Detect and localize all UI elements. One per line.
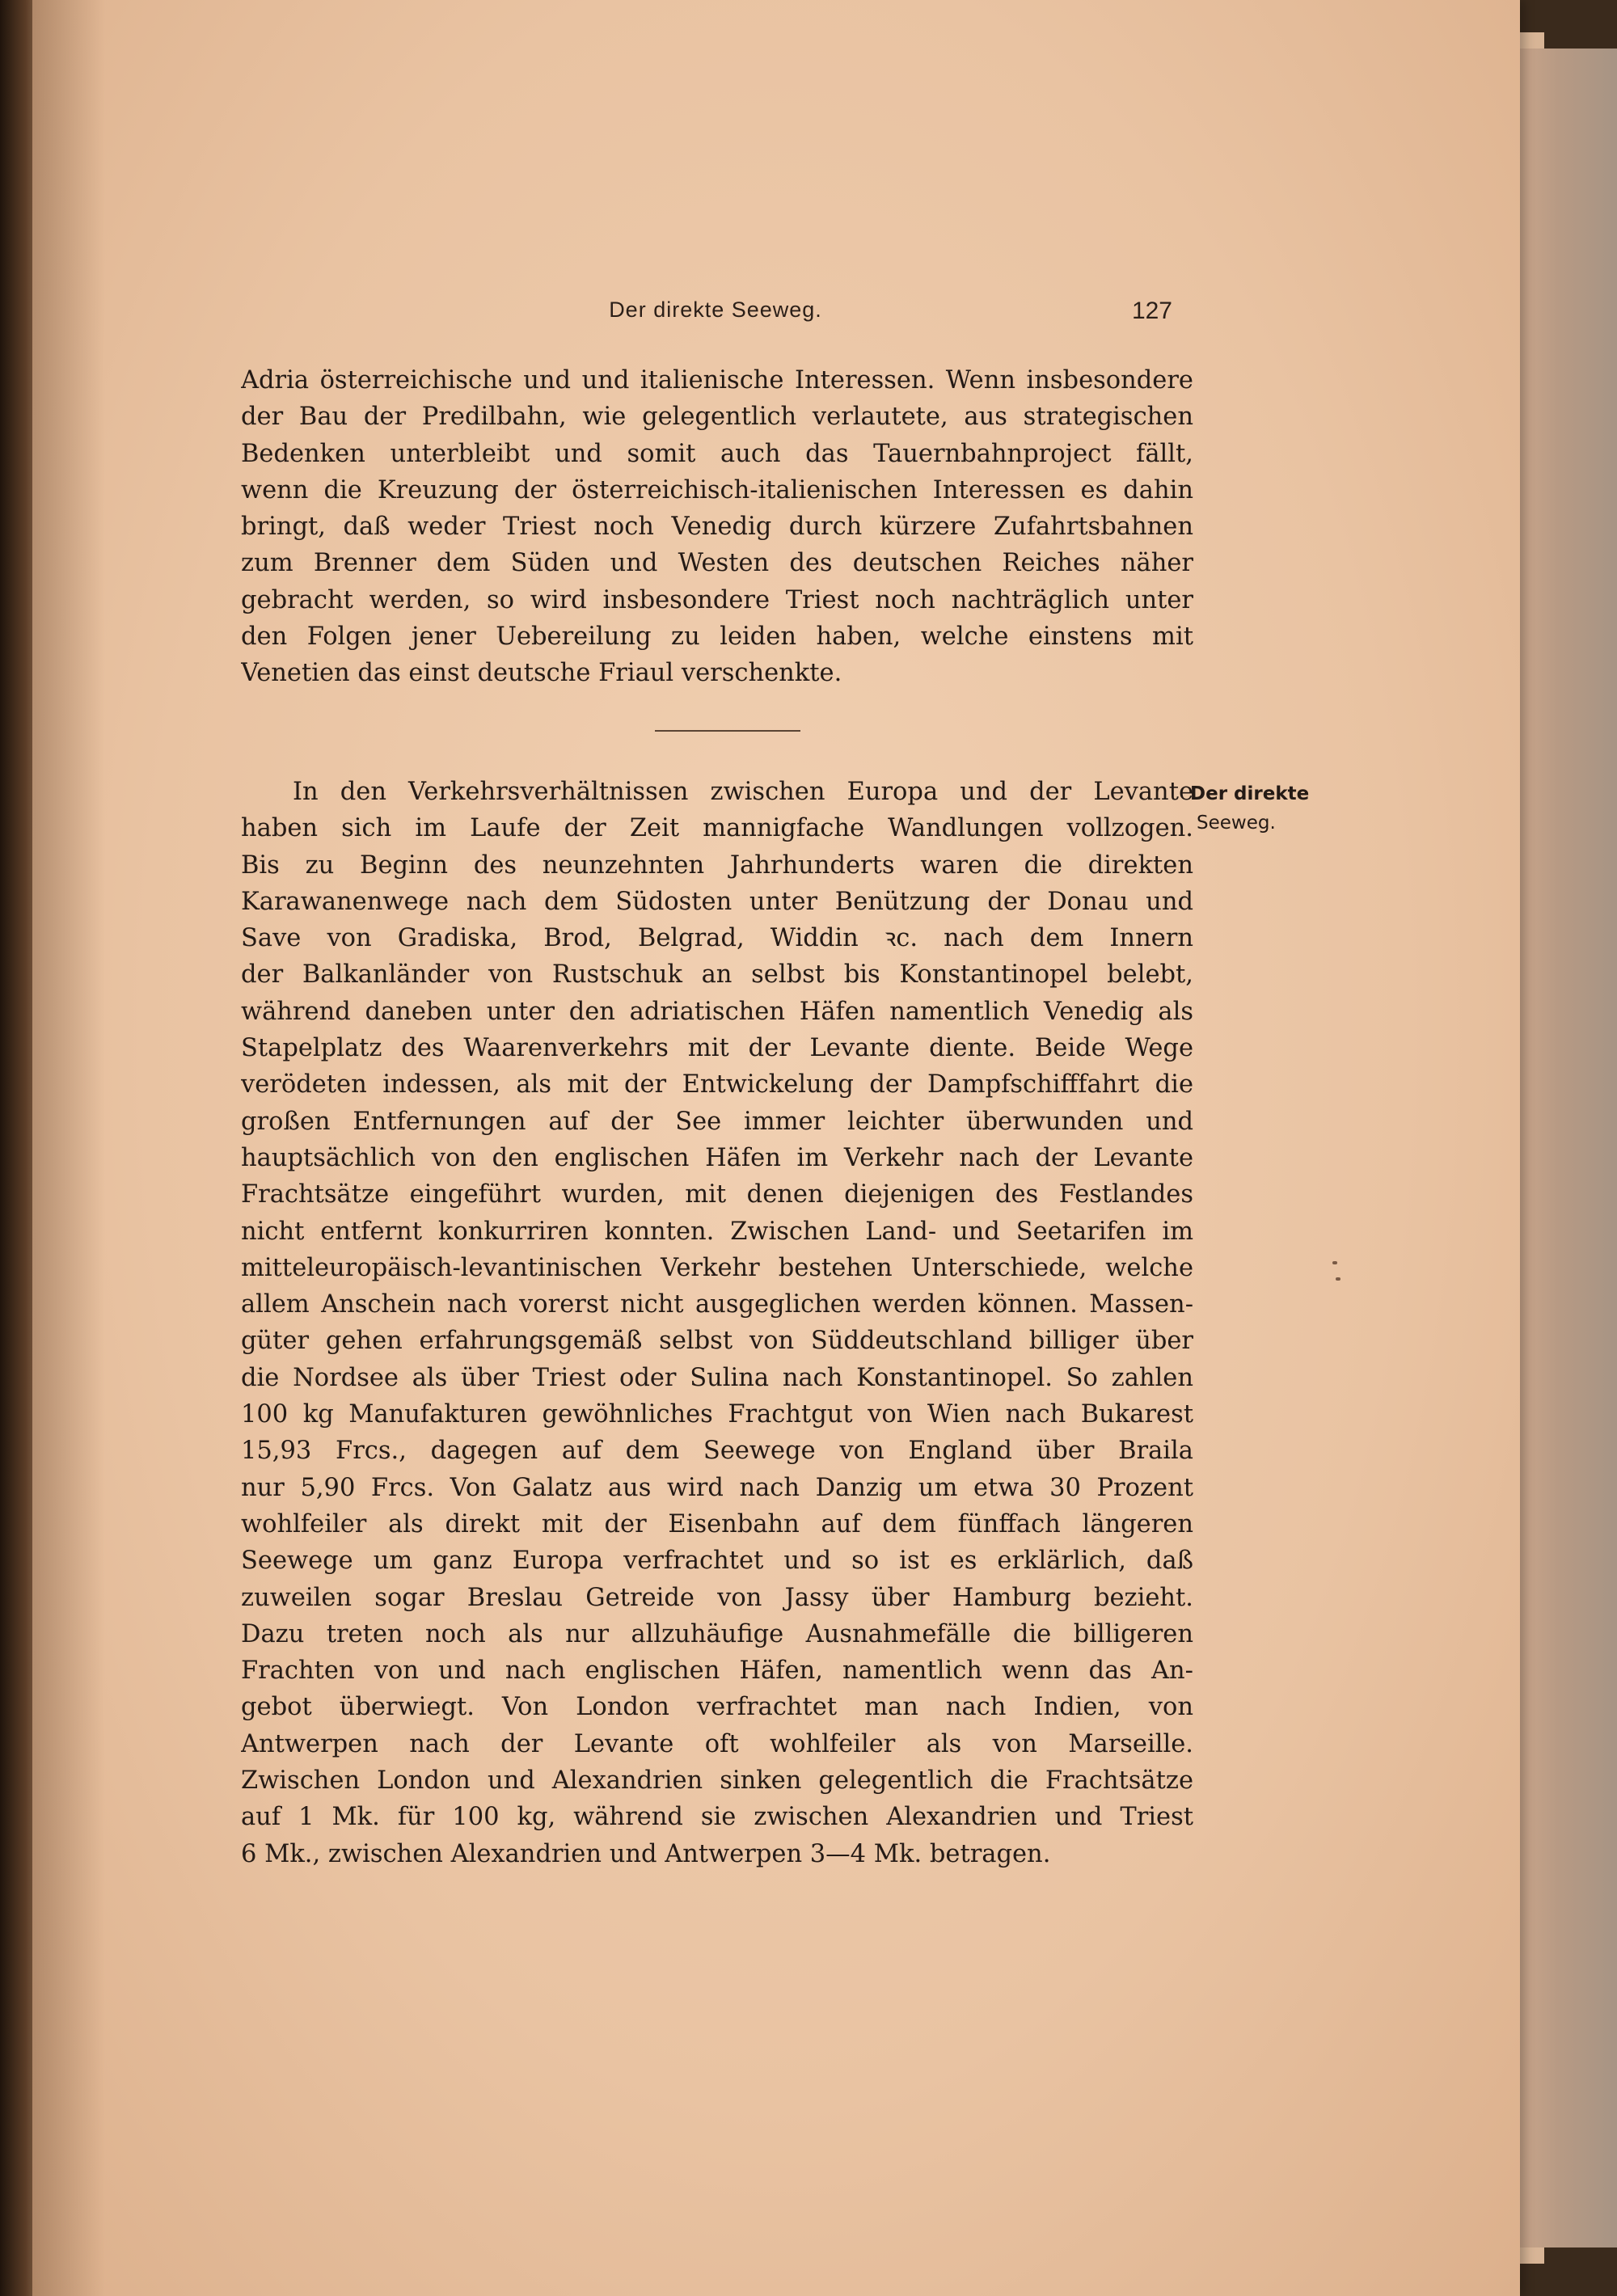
text-line: während daneben unter den adriatischen Häfen namentlich Venedig als bbox=[241, 997, 1193, 1026]
text-line: Save von Gradiska, Brod, Belgrad, Widdin ꝛc. nach dem Innern bbox=[241, 924, 1193, 953]
back-cover-board bbox=[1520, 49, 1617, 2247]
text-line: Stapelplatz des Waarenverkehrs mit der Levante diente. Beide Wege bbox=[241, 1034, 1193, 1063]
text-line: güter gehen erfahrungsgemäß selbst von Süddeutschland billiger über bbox=[241, 1327, 1193, 1356]
text-line: Venetien das einst deutsche Friaul verschenkte. bbox=[241, 659, 842, 688]
text-line: 100 kg Manufakturen gewöhnliches Frachtgut von Wien nach Bukarest bbox=[241, 1400, 1193, 1429]
book-page bbox=[32, 0, 1520, 2296]
paper-speck bbox=[1336, 1277, 1340, 1281]
text-line: Bedenken unterbleibt und somit auch das Tauernbahnproject fällt, bbox=[241, 439, 1193, 468]
text-line: Frachtsätze eingeführt wurden, mit denen diejenigen des Festlandes bbox=[241, 1180, 1193, 1209]
page-number: 127 bbox=[1131, 298, 1172, 324]
text-line: wenn die Kreuzung der österreichisch-italienischen Interessen es dahin bbox=[241, 475, 1193, 504]
text-line: zuweilen sogar Breslau Getreide von Jassy über Hamburg bezieht. bbox=[241, 1583, 1193, 1612]
paragraph-2 bbox=[241, 774, 1193, 1872]
gutter-shadow bbox=[32, 0, 105, 2296]
text-line: gebracht werden, so wird insbesondere Triest noch nachträglich unter bbox=[241, 585, 1193, 614]
text-line: der Balkanländer von Rustschuk an selbst bis Konstantinopel belebt, bbox=[241, 960, 1193, 990]
text-line: Adria österreichische und und italienische Interessen. Wenn insbesondere bbox=[241, 366, 1193, 395]
text-line: wohlfeiler als direkt mit der Eisenbahn auf dem fünffach längeren bbox=[241, 1509, 1193, 1538]
text-line: haben sich im Laufe der Zeit mannigfache Wandlungen vollzogen. bbox=[241, 814, 1193, 843]
text-line: mitteleuropäisch-levantinischen Verkehr bestehen Unterschiede, welche bbox=[241, 1253, 1193, 1282]
text-line: Seewege um ganz Europa verfrachtet und so ist es erklärlich, daß bbox=[241, 1547, 1193, 1576]
text-line: die Nordsee als über Triest oder Sulina nach Konstantinopel. So zahlen bbox=[241, 1363, 1193, 1392]
text-line: Zwischen London und Alexandrien sinken gelegentlich die Frachtsätze bbox=[241, 1766, 1193, 1796]
text-line: 15,93 Frcs., dagegen auf dem Seewege von England über Braila bbox=[241, 1437, 1193, 1466]
text-line: auf 1 Mk. für 100 kg, während sie zwischen Alexandrien und Triest bbox=[241, 1803, 1193, 1832]
text-line: Antwerpen nach der Levante oft wohlfeiler als von Marseille. bbox=[241, 1729, 1193, 1758]
text-line: 6 Mk., zwischen Alexandrien und Antwerpen 3—4 Mk. betragen. bbox=[241, 1839, 1051, 1868]
marginal-note bbox=[1187, 779, 1316, 838]
text-line: Dazu treten noch als nur allzuhäufige Ausnahmefälle die billigeren bbox=[241, 1619, 1193, 1648]
text-line: verödeten indessen, als mit der Entwickelung der Dampfschifffahrt die bbox=[241, 1070, 1193, 1099]
text-line: Bis zu Beginn des neunzehnten Jahrhunderts waren die direkten bbox=[241, 850, 1193, 880]
running-title: Der direkte Seeweg. bbox=[609, 298, 822, 322]
text-line: In den Verkehrsverhältnissen zwischen Europa und der Levante bbox=[293, 778, 1193, 806]
text-line: zum Brenner dem Süden und Westen des deutschen Reiches näher bbox=[241, 549, 1193, 578]
text-line: bringt, daß weder Triest noch Venedig durch kürzere Zufahrtsbahnen bbox=[241, 513, 1193, 542]
text-line: nicht entfernt konkurriren konnten. Zwischen Land- und Seetarifen im bbox=[241, 1217, 1193, 1246]
text-line: Frachten von und nach englischen Häfen, namentlich wenn das An- bbox=[241, 1657, 1193, 1686]
running-head bbox=[243, 298, 1188, 333]
text-line: der Bau der Predilbahn, wie gelegentlich verlautete, aus strategischen bbox=[241, 403, 1193, 432]
marginal-note-line: Der direkte bbox=[1190, 783, 1310, 804]
text-line: allem Anschein nach vorerst nicht ausgeglichen werden können. Massen- bbox=[241, 1290, 1193, 1319]
paper-speck bbox=[1332, 1261, 1337, 1264]
text-line: hauptsächlich von den englischen Häfen im Verkehr nach der Levante bbox=[241, 1143, 1193, 1172]
text-line: den Folgen jener Uebereilung zu leiden haben, welche einstens mit bbox=[241, 623, 1193, 652]
text-line: Karawanenwege nach dem Südosten unter Benützung der Donau und bbox=[241, 887, 1193, 916]
section-divider bbox=[655, 730, 800, 732]
text-line: großen Entfernungen auf der See immer leichter überwunden und bbox=[241, 1107, 1193, 1136]
text-line: gebot überwiegt. Von London verfrachtet man nach Indien, von bbox=[241, 1693, 1193, 1722]
paragraph-1 bbox=[241, 362, 1193, 692]
text-line: nur 5,90 Frcs. Von Galatz aus wird nach Danzig um etwa 30 Prozent bbox=[241, 1473, 1193, 1502]
marginal-note-line: Seeweg. bbox=[1197, 812, 1276, 834]
